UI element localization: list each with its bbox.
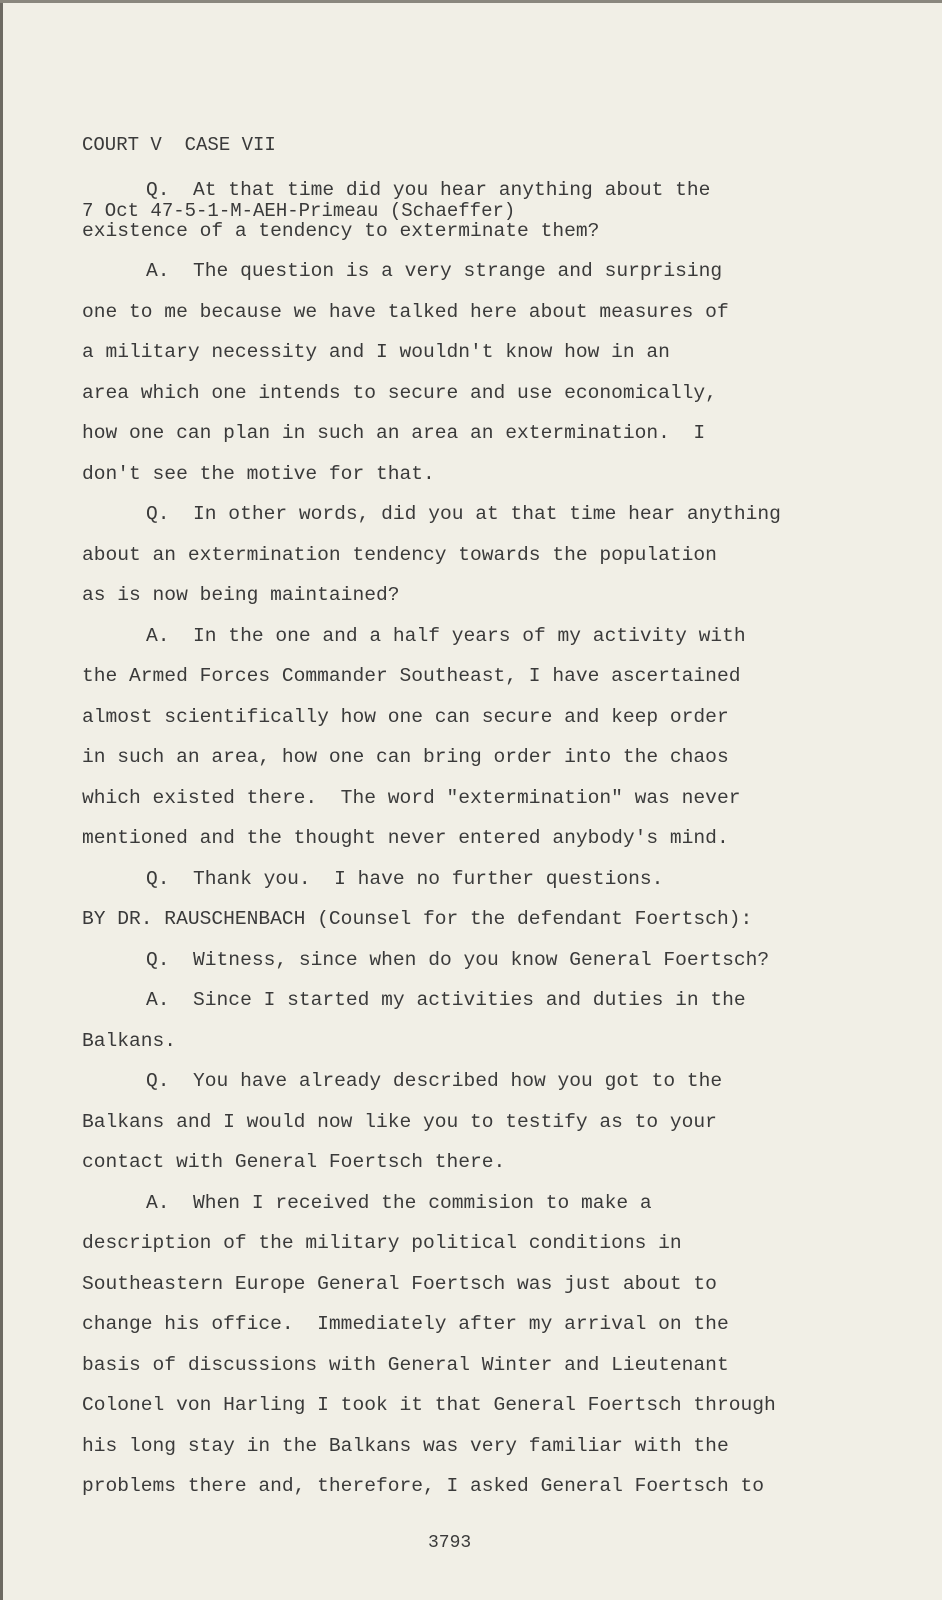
text-line: Balkans and I would now like you to testify as to your [82,1110,717,1133]
text-line: existence of a tendency to exterminate them? [82,219,600,242]
text-line: Q. At that time did you hear anything about the [146,179,711,201]
transcript-paragraph [82,494,781,616]
text-line: Q. Thank you. I have no further questions. [146,867,664,890]
transcript-body [82,170,781,1507]
transcript-paragraph [82,859,781,900]
text-line: A. Since I started my activities and duties in the [146,989,746,1011]
text-line: Q. In other words, did you at that time hear anything [146,503,781,525]
text-line: Q. You have already described how you got to the [146,1070,723,1092]
text-line: the Armed Forces Commander Southeast, I have ascertained [82,665,741,687]
text-line: A. When I received the commision to make a [146,1191,652,1214]
text-line: in such an area, how one can bring order into the chaos [82,746,729,768]
text-line: how one can plan in such an area an extermination. I [82,422,706,444]
text-line: description of the military political conditions in [82,1232,682,1254]
text-line: almost scientifically how one can secure and keep order [82,705,729,728]
header-court-case: COURT V CASE VII [82,134,276,156]
text-line: basis of discussions with General Winter and Lieutenant [82,1353,729,1376]
transcript-paragraph [82,170,781,251]
text-line: problems there and, therefore, I asked General Foertsch to [82,1475,764,1497]
text-line: which existed there. The word "extermination" was never [82,786,741,809]
transcript-paragraph [82,251,781,494]
text-line: Q. Witness, since when do you know General Foertsch? [146,948,770,971]
text-line: A. The question is a very strange and surprising [146,260,723,282]
transcript-paragraph [82,940,781,981]
examiner-heading [82,899,781,940]
page-edge [0,0,3,1600]
page-top-edge [0,0,942,3]
text-line: contact with General Foertsch there. [82,1151,506,1173]
text-line: one to me because we have talked here about measures of [82,300,729,323]
transcript-paragraph [82,980,781,1061]
text-line: Balkans. [82,1029,177,1052]
text-line: his long stay in the Balkans was very familiar with the [82,1434,729,1457]
text-line: a military necessity and I wouldn't know how in an [82,341,670,363]
text-line: as is now being maintained? [82,584,400,606]
text-line: area which one intends to secure and use economically, [82,381,717,404]
transcript-paragraph [82,1061,781,1183]
transcript-paragraph [82,1183,781,1507]
text-line: about an extermination tendency towards the population [82,543,717,566]
text-line: A. In the one and a half years of my activity with [146,624,746,647]
text-line: change his office. Immediately after my arrival on the [82,1313,729,1335]
text-line: BY DR. RAUSCHENBACH (Counsel for the defendant Foertsch): [82,908,753,930]
page-number: 3793 [428,1533,472,1553]
text-line: mentioned and the thought never entered anybody's mind. [82,827,729,849]
text-line: Southeastern Europe General Foertsch was just about to [82,1272,717,1295]
text-line: Colonel von Harling I took it that General Foertsch through [82,1394,776,1416]
text-line: don't see the motive for that. [82,462,435,485]
transcript-paragraph [82,616,781,859]
header-date-reporter: 7 Oct 47-5-1-M-AEH-Primeau (Schaeffer) [82,200,516,222]
